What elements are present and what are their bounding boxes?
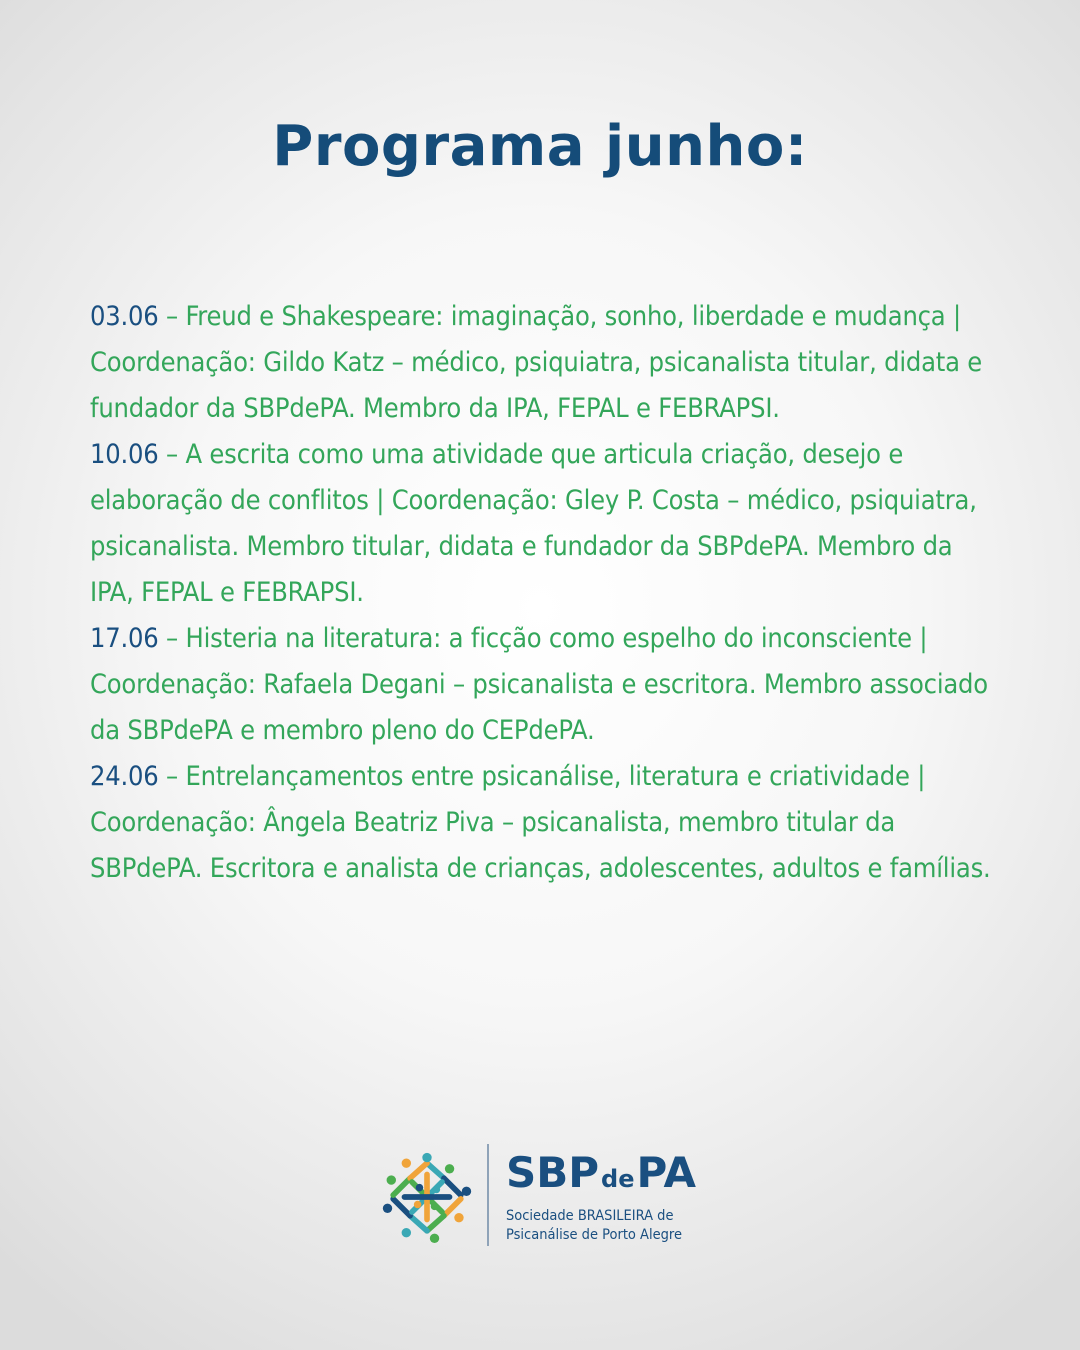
program-entry [90,616,995,754]
sbpdepa-logo [380,1140,720,1250]
program-entry [90,754,995,892]
brand-subtitle-line2: Psicanálise de Porto Alegre [506,1227,682,1243]
brand-sbp: SBP [506,1148,600,1197]
logo-divider [487,1144,489,1246]
page-title: Programa junho: [272,114,808,179]
entry-description: – Histeria na literatura: a ficção como espelho do inconsciente | Coordenação: Rafaela Degani – psicanalista e escritora. Membro associado da SBPdePA e membro pleno do CEPdePA. [90,623,988,746]
people-circle-logo-icon [380,1150,474,1244]
entry-date: 10.06 [90,439,159,470]
logo-wordmark [506,1148,726,1245]
entry-date: 03.06 [90,301,159,332]
brand-name [506,1148,726,1207]
brand-de: de [601,1165,635,1193]
entry-description: – Entrelançamentos entre psicanálise, literatura e criatividade | Coordenação: Ângela Beatriz Piva – psicanalista, membro titular da SBPdePA. Escritora e analista de crianças, adolescentes, adultos e famílias. [90,761,991,884]
brand-pa: PA [636,1148,696,1197]
entry-date: 24.06 [90,761,159,792]
entry-date: 17.06 [90,623,159,654]
program-entry [90,432,995,616]
entry-description: – Freud e Shakespeare: imaginação, sonho, liberdade e mudança | Coordenação: Gildo Katz – médico, psiquiatra, psicanalista titular, didata e fundador da SBPdePA. Membro da IPA, FEPAL e FEBRAPSI. [90,301,983,424]
program-list [90,294,995,892]
brand-subtitle-line1: Sociedade BRASILEIRA de [506,1208,674,1224]
entry-description: – A escrita como uma atividade que articula criação, desejo e elaboração de conflitos | Coordenação: Gley P. Costa – médico, psiquiatra, psicanalista. Membro titular, didata e fundador da SBPdePA. Membro da IPA, FEPAL e FEBRAPSI. [90,439,977,608]
program-entry [90,294,995,432]
